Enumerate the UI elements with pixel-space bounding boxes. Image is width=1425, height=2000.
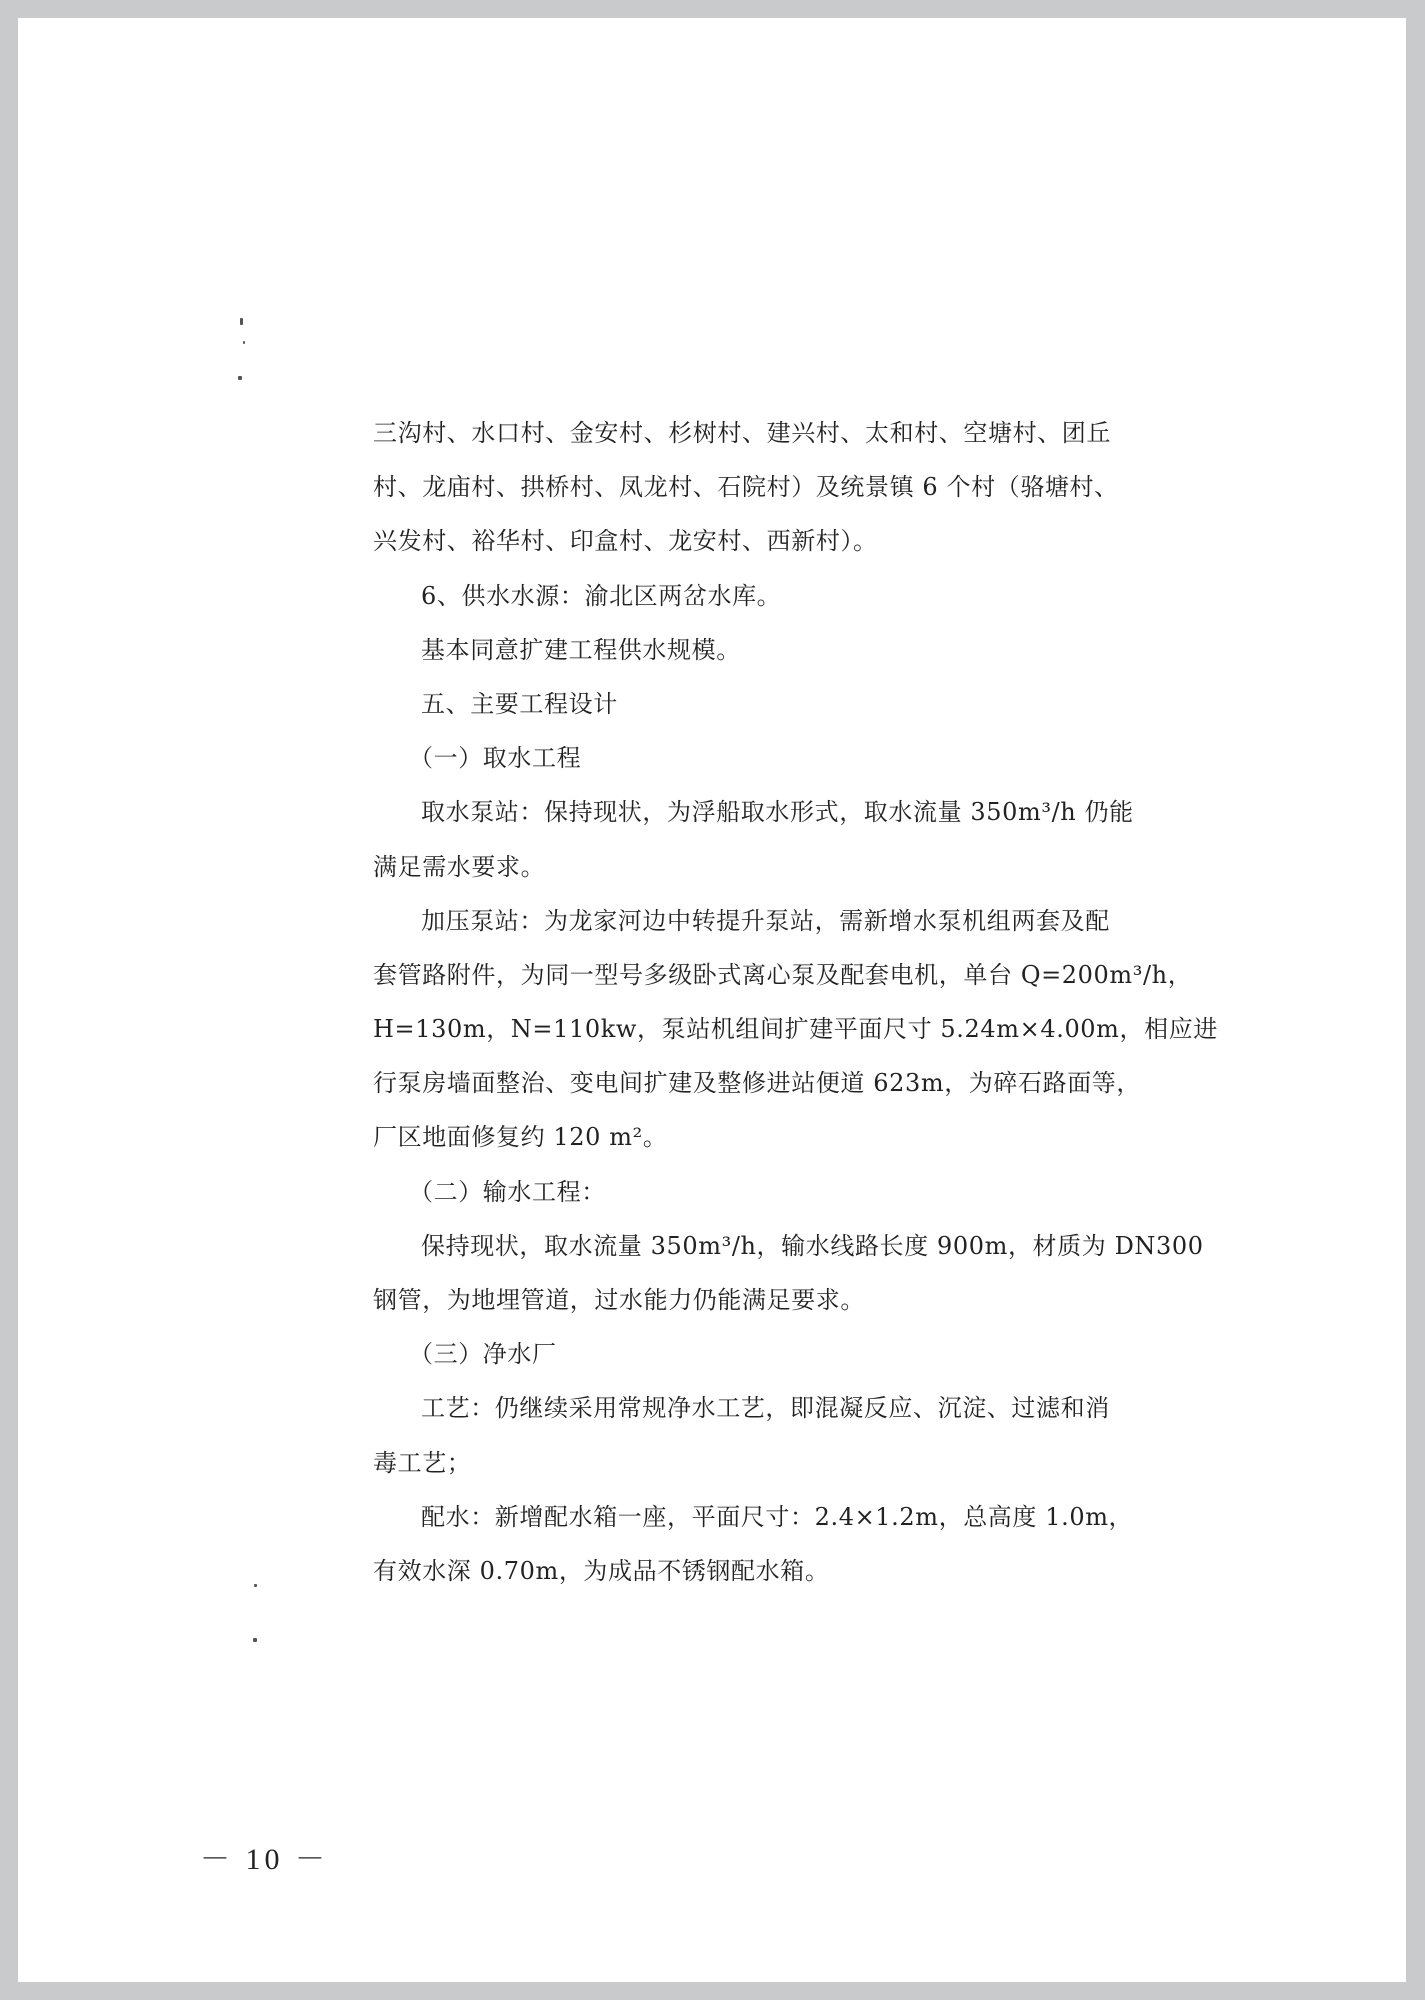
scan-speck bbox=[254, 1584, 257, 1587]
paragraph-line: 套管路附件，为同一型号多级卧式离心泵及配套电机，单台 Q=200m³/h， bbox=[373, 960, 1193, 989]
paragraph-line: 行泵房墙面整治、变电间扩建及整修进站便道 623m，为碎石路面等， bbox=[373, 1069, 1141, 1098]
paragraph-line: 钢管，为地埋管道，过水能力仍能满足要求。 bbox=[373, 1286, 865, 1314]
subsection-heading: （三）净水厂 bbox=[409, 1340, 557, 1369]
subsection-heading: （一）取水工程 bbox=[409, 744, 582, 773]
paragraph-line: 三沟村、水口村、金安村、杉树村、建兴村、太和村、空塘村、团丘 bbox=[373, 419, 1111, 447]
paragraph-line: 工艺：仍继续采用常规净水工艺，即混凝反应、沉淀、过滤和消 bbox=[421, 1394, 1110, 1423]
paragraph-line: 配水：新增配水箱一座，平面尺寸：2.4×1.2m，总高度 1.0m， bbox=[421, 1502, 1134, 1531]
scan-speck bbox=[238, 376, 242, 380]
subsection-heading: （二）输水工程： bbox=[409, 1177, 606, 1206]
paragraph-line: 毒工艺； bbox=[373, 1448, 472, 1477]
paragraph-line: 保持现状，取水流量 350m³/h，输水线路长度 900m，材质为 DN300 bbox=[421, 1231, 1204, 1260]
document-body bbox=[373, 406, 1218, 1598]
paragraph-line: 满足需水要求。 bbox=[373, 852, 546, 881]
paragraph-line: 取水泵站：保持现状，为浮船取水形式，取水流量 350m³/h 仍能 bbox=[421, 798, 1134, 827]
paragraph-line: 有效水深 0.70m，为成品不锈钢配水箱。 bbox=[373, 1556, 830, 1585]
page-number: － 10 － bbox=[200, 1843, 329, 1876]
paragraph-line: 厂区地面修复约 120 m²。 bbox=[373, 1123, 668, 1152]
paragraph-line: 加压泵站：为龙家河边中转提升泵站，需新增水泵机组两套及配 bbox=[421, 906, 1110, 935]
paragraph-line: 村、龙庙村、拱桥村、凤龙村、石院村）及统景镇 6 个村（骆塘村、 bbox=[373, 473, 1119, 502]
paragraph-line: 6、供水水源：渝北区两岔水库。 bbox=[421, 581, 782, 610]
paragraph-line: 基本同意扩建工程供水规模。 bbox=[421, 635, 741, 664]
scan-speck bbox=[243, 341, 245, 344]
scan-speck bbox=[253, 1638, 257, 1642]
paragraph-line: H=130m，N=110kw，泵站机组间扩建平面尺寸 5.24m×4.00m，相应进 bbox=[373, 1015, 1218, 1044]
scan-speck bbox=[240, 318, 243, 325]
section-heading: 五、主要工程设计 bbox=[421, 689, 618, 718]
document-page bbox=[18, 18, 1406, 1982]
paragraph-line: 兴发村、裕华村、印盒村、龙安村、西新村）。 bbox=[373, 527, 878, 556]
